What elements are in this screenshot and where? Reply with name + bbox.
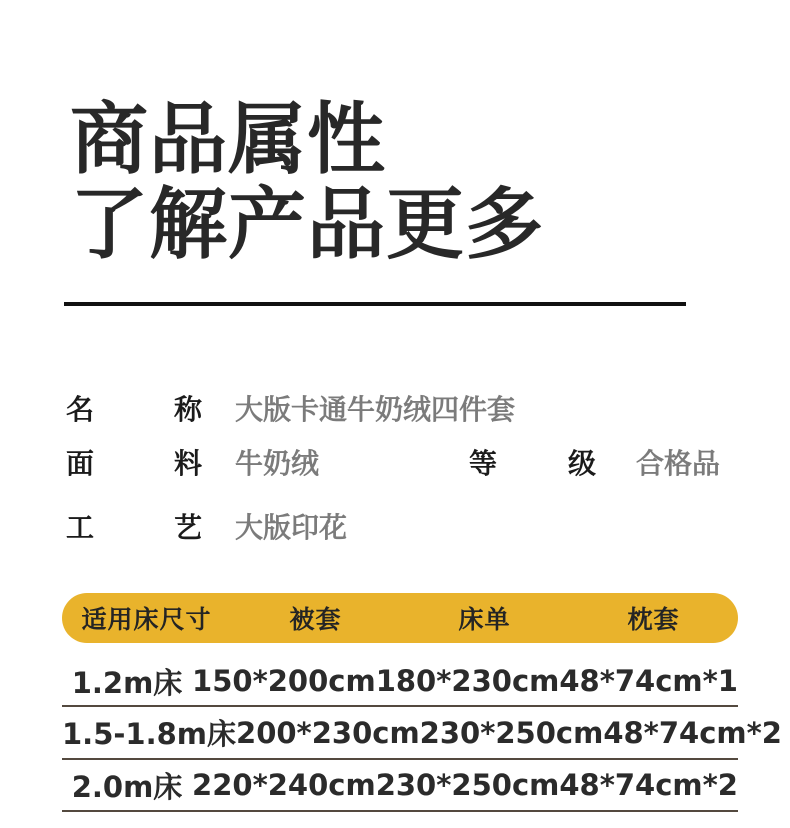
table-row — [62, 707, 782, 760]
cell-bed-sheet: 180*230cm — [375, 664, 560, 698]
page-title-line2: 了解产品更多 — [70, 180, 545, 270]
column-header-bed-sheet: 床单 — [458, 605, 511, 634]
cell-pillowcase: 48*74cm*2 — [603, 715, 782, 750]
attribute-label-char: 面 — [66, 447, 95, 480]
attribute-label-fabric — [66, 442, 202, 482]
table-row — [62, 643, 738, 707]
attribute-value-grade: 合格品 — [636, 447, 721, 480]
column-header-pillowcase: 枕套 — [627, 605, 680, 634]
attribute-label-char: 等 — [469, 447, 498, 480]
attribute-label-name — [66, 388, 202, 428]
attribute-label-char: 名 — [66, 393, 95, 426]
cell-bed-size: 1.5-1.8m床 — [62, 717, 237, 751]
attribute-label-char: 料 — [173, 447, 202, 480]
attribute-value-craft: 大版印花 — [235, 511, 348, 544]
attribute-label-char: 称 — [173, 393, 202, 426]
attribute-label-char: 工 — [66, 511, 95, 544]
page-title — [70, 95, 545, 270]
cell-bed-sheet: 230*250cm — [375, 768, 560, 802]
attribute-label-char: 级 — [567, 447, 596, 480]
cell-bed-size: 2.0m床 — [71, 769, 183, 804]
cell-duvet-cover: 200*230cm — [236, 715, 420, 750]
table-row — [62, 760, 738, 812]
attribute-value-fabric: 牛奶绒 — [235, 447, 320, 480]
attribute-row-fabric-grade — [66, 442, 746, 480]
attribute-label-craft — [66, 506, 202, 546]
size-table — [62, 593, 782, 812]
column-header-duvet-cover: 被套 — [289, 605, 342, 634]
column-header-bed-size: 适用床尺寸 — [81, 605, 212, 634]
cell-duvet-cover: 150*200cm — [192, 664, 376, 698]
cell-bed-sheet: 230*250cm — [419, 715, 604, 750]
attribute-label-char: 艺 — [173, 511, 202, 544]
cell-duvet-cover: 220*240cm — [192, 768, 376, 802]
size-table-header — [62, 593, 738, 643]
attribute-value-name: 大版卡通牛奶绒四件套 — [235, 393, 516, 426]
attribute-row-name — [66, 388, 746, 426]
attribute-row-craft — [66, 506, 746, 544]
cell-bed-size: 1.2m床 — [71, 665, 183, 700]
title-underline — [64, 302, 686, 306]
page-title-line1: 商品属性 — [70, 95, 387, 185]
cell-pillowcase: 48*74cm*2 — [559, 768, 738, 802]
attribute-label-grade — [469, 442, 596, 482]
cell-pillowcase: 48*74cm*1 — [559, 664, 738, 698]
